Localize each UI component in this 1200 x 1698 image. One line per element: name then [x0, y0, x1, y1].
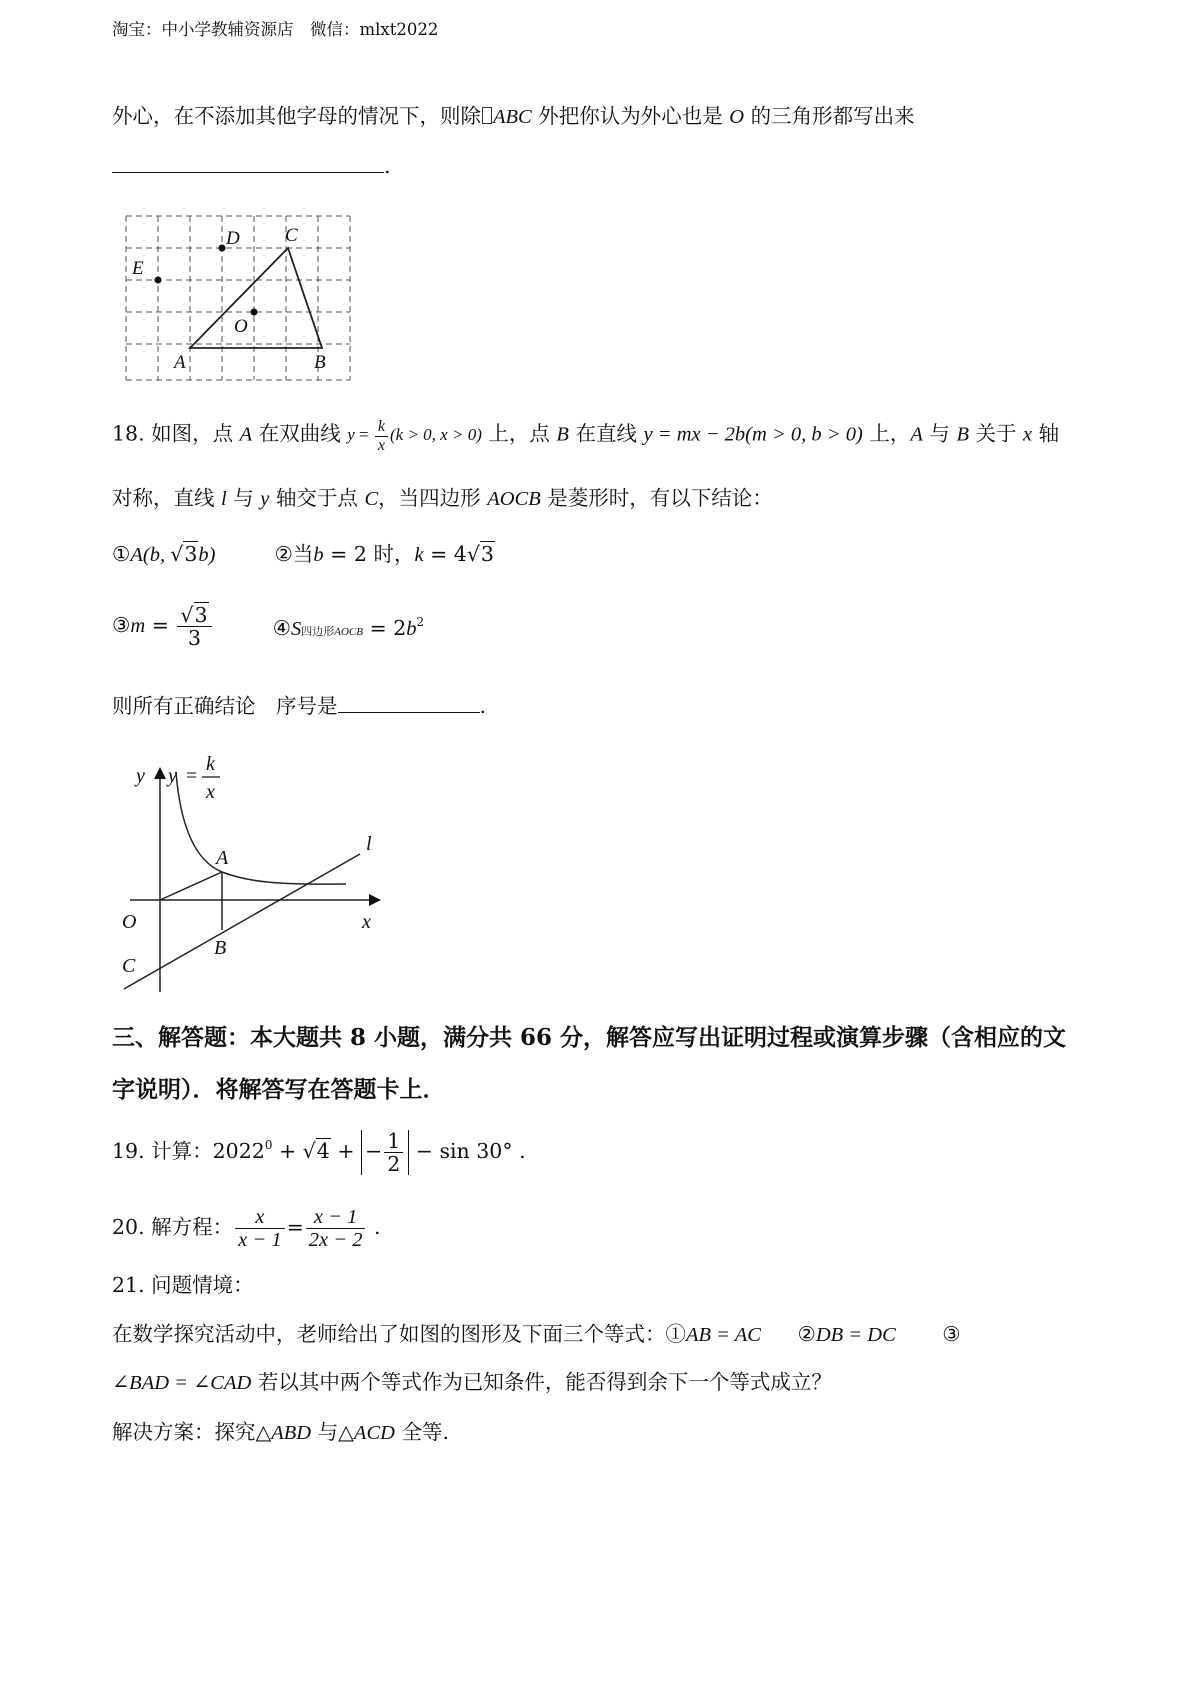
fig-label-curve-eq: = [186, 765, 198, 787]
fig-label-c: C [122, 955, 136, 977]
fig-label-y: y [136, 765, 145, 787]
label-d: D [226, 228, 240, 249]
fig-label-b: B [214, 937, 227, 959]
triangle-abc [190, 248, 322, 348]
q18-t1: 如图，点 [151, 421, 234, 446]
label-b: B [314, 352, 326, 373]
q18-answer-blank [338, 694, 480, 713]
fig-label-l: l [366, 833, 372, 855]
point-d [219, 245, 226, 252]
q18-t3: 上，点 [488, 421, 550, 446]
q17-end: . [384, 154, 391, 178]
conclusion-3: ③m = $\frac{√3}{3}$ [112, 613, 214, 637]
q17-text-b: 外把你认为外心也是 [538, 104, 723, 128]
q19: 19. 计算：$2022^0 + √4$ + − $\frac{1}{2}$ − sin 30° . [112, 1129, 526, 1176]
fig-label-curve-k: k [206, 753, 215, 775]
q17-line1 [112, 102, 915, 131]
conclusion-1: ①A(b, √3b) [112, 542, 216, 566]
q18-line1: 18. 如图，点 A 在双曲线 y = $\frac{k}{x}$ (k > 0, x > 0) 上，点 B 在直线 y = mx − 2b(m > 0, b > 0) 上，A 与 B 关于 x 轴 [112, 418, 1060, 454]
q18-b: B [556, 423, 569, 446]
section3-line2: 字说明）．将解答写在答题卡上． [112, 1076, 446, 1103]
q18-figure [118, 742, 398, 998]
q18-num: 18. [112, 421, 152, 446]
point-o [251, 309, 258, 316]
q18-line-eq: y = mx − 2b(m > 0, b > 0) [643, 423, 863, 446]
conclusion-2: ②当b = 2 时，k = 4√3 [274, 542, 494, 566]
q18-line2: 对称，直线 l 与 y 轴交于点 C，当四边形 AOCB 是菱形时，有以下结论： [112, 486, 773, 510]
label-o: O [234, 316, 248, 337]
section3-line1: 三、解答题：本大题共 8 小题，满分共 66 分，解答应写出证明过程或演算步骤（含相应的文 [112, 1024, 1067, 1051]
q18-t5: 上， [869, 421, 911, 446]
q18-conclusions-3-4 [112, 604, 424, 649]
q17-triangle-abc: ABC [493, 106, 532, 128]
fig-label-o: O [122, 911, 137, 933]
fig-label-curve-y: y [168, 765, 177, 787]
q17-answer-blank [112, 154, 384, 173]
label-e: E [132, 258, 144, 279]
conclusion-4: ④S四边形AOCB = $2b^2$ [272, 614, 425, 640]
q18-ask: 则所有正确结论 序号是 . [112, 694, 487, 718]
q21-p1: 在数学探究活动中，老师给出了如图的图形及下面三个等式：①AB = AC ②DB = DC ③ [112, 1322, 961, 1346]
q17-text-a: 外心，在不添加其他字母的情况下，则除 [112, 104, 481, 128]
abs-value: − $\frac{1}{2}$ [361, 1130, 409, 1175]
section3-heading [112, 1012, 1066, 1116]
q21-p2: ∠BAD = ∠CAD 若以其中两个等式作为已知条件，能否得到余下一个等式成立？ [112, 1370, 832, 1394]
q17-grid-figure [118, 208, 368, 388]
point-e [155, 277, 162, 284]
q17-missing-glyph [482, 107, 492, 124]
label-c: C [285, 225, 298, 246]
q21-title: 21. 问题情境： [112, 1273, 254, 1297]
q18-t4: 在直线 [575, 421, 637, 446]
fig-label-x: x [362, 911, 371, 933]
q20: 20. 解方程： $\frac{x}{x - 1}$ = $\frac{x - 1}{2x - 2}$ . [112, 1206, 381, 1251]
label-a: A [174, 352, 186, 373]
q18-conclusions-1-2 [112, 540, 495, 569]
q17-point-o: O [729, 106, 745, 128]
hyperbola [176, 772, 346, 884]
q18-t2: 在双曲线 [258, 421, 341, 446]
segment-oa [160, 872, 222, 900]
q18-a: A [239, 423, 253, 446]
fig-label-a: A [216, 847, 229, 869]
q18-curve: y = $\frac{k}{x}$ (k > 0, x > 0) [347, 418, 482, 454]
q17-answer-line [112, 152, 391, 180]
page-header: 淘宝：中小学教辅资源店 微信：mlxt2022 [112, 20, 439, 39]
fig-label-curve-x: x [206, 781, 215, 803]
q21-solution: 解决方案：探究△ABD 与△ACD 全等. [112, 1420, 449, 1444]
q17-text-c: 的三角形都写出来 [750, 104, 915, 128]
